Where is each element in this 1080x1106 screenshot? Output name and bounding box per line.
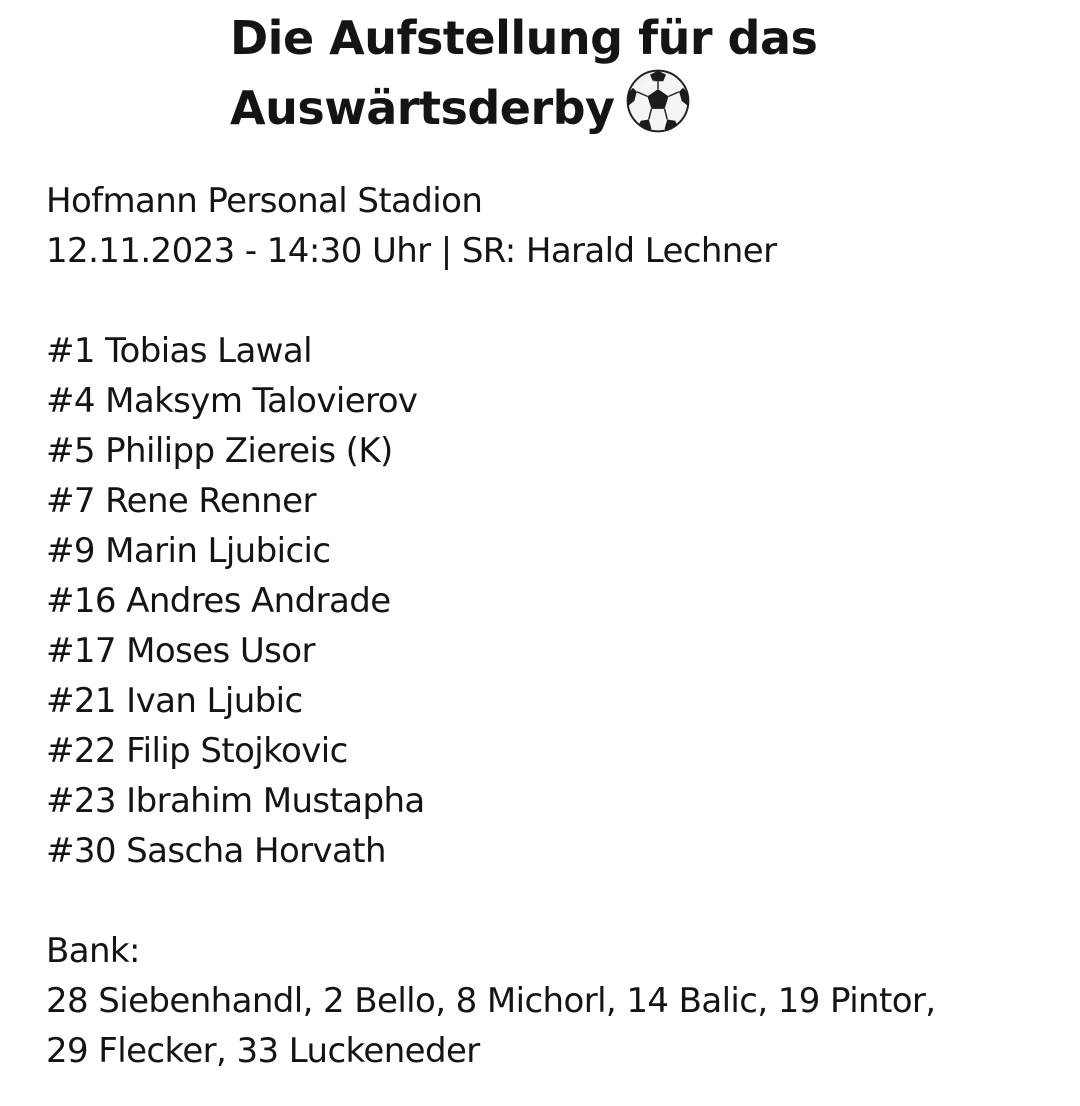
lineup-list [46, 326, 1056, 876]
soccer-ball-icon [625, 68, 691, 134]
lineup-player: #1 Tobias Lawal [46, 331, 312, 371]
post-title [230, 8, 1030, 138]
lineup-player: #7 Rene Renner [46, 481, 316, 521]
venue: Hofmann Personal Stadion [46, 181, 483, 221]
title-line-2-wrapper [230, 68, 1030, 138]
title-line-1: Die Aufstellung für das [230, 11, 818, 65]
bench-list-line-1: 28 Siebenhandl, 2 Bello, 8 Michorl, 14 Balic, 19 Pintor, [46, 981, 936, 1021]
lineup-player: #23 Ibrahim Mustapha [46, 781, 425, 821]
bench-list-line-2: 29 Flecker, 33 Luckeneder [46, 1031, 480, 1071]
match-info: 12.11.2023 - 14:30 Uhr | SR: Harald Lechner [46, 231, 777, 271]
lineup-player: #21 Ivan Ljubic [46, 681, 303, 721]
post-body [46, 176, 1056, 1076]
lineup-player: #17 Moses Usor [46, 631, 315, 671]
lineup-player: #4 Maksym Talovierov [46, 381, 418, 421]
lineup-player: #9 Marin Ljubicic [46, 531, 331, 571]
bench-label: Bank: [46, 931, 140, 971]
lineup-player: #22 Filip Stojkovic [46, 731, 348, 771]
lineup-player: #16 Andres Andrade [46, 581, 391, 621]
lineup-player: #30 Sascha Horvath [46, 831, 386, 871]
lineup-player: #5 Philipp Ziereis (K) [46, 431, 393, 471]
title-line-2: Auswärtsderby [230, 81, 615, 135]
